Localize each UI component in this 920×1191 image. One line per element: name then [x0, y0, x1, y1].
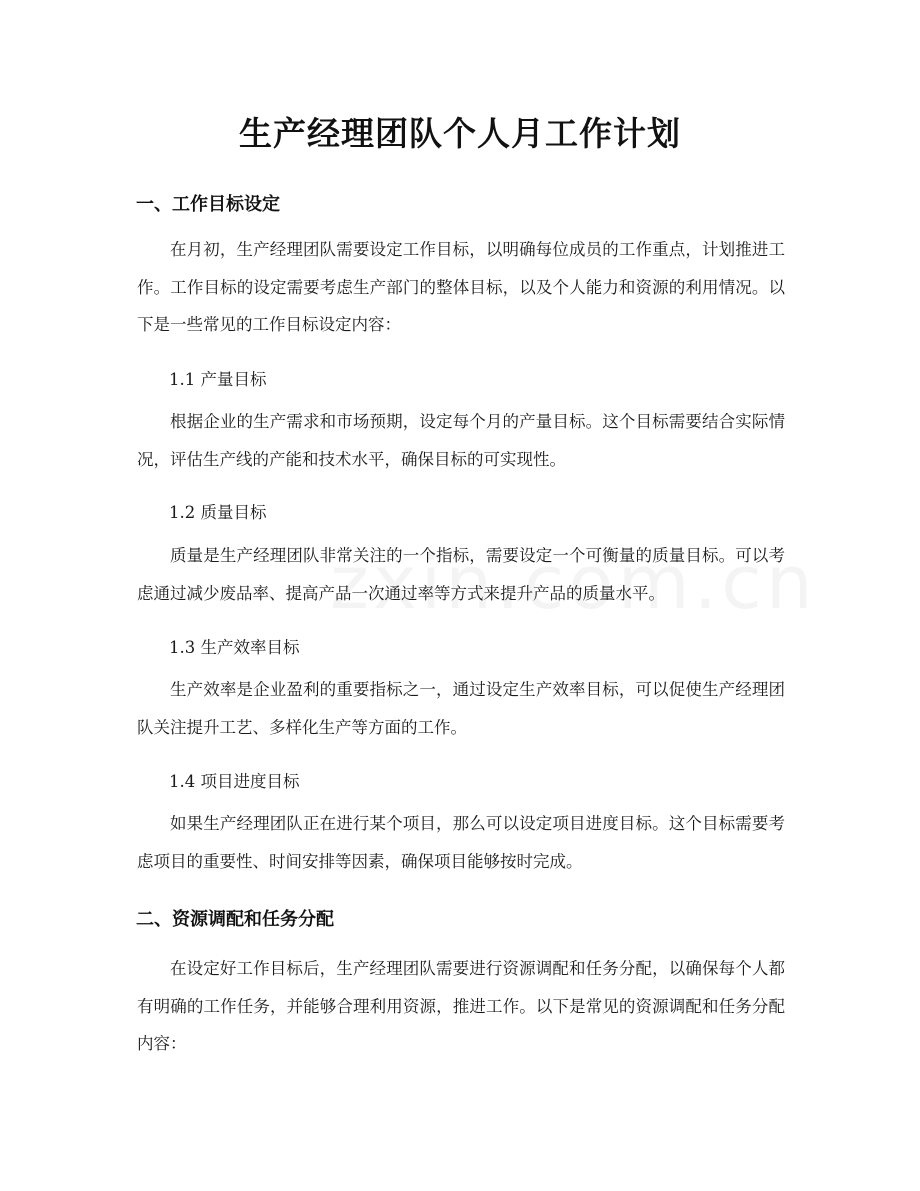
subsection-text-1-4: 如果生产经理团队正在进行某个项目，那么可以设定项目进度目标。这个目标需要考虑项目的重要性、时间安排等因素，确保项目能够按时完成。: [137, 814, 785, 871]
subsection-heading-1-2: 1.2 质量目标: [169, 503, 267, 522]
subsection-heading-1-3: 1.3 生产效率目标: [169, 638, 300, 657]
subsection-text-1-2: 质量是生产经理团队非常关注的一个指标，需要设定一个可衡量的质量目标。可以考虑通过减少废品率、提高产品一次通过率等方式来提升产品的质量水平。: [137, 546, 785, 603]
section-2-intro: 在设定好工作目标后，生产经理团队需要进行资源调配和任务分配，以确保每个人都有明确的工作任务，并能够合理利用资源，推进工作。以下是常见的资源调配和任务分配内容：: [137, 959, 785, 1053]
subsection-heading-1-1: 1.1 产量目标: [169, 370, 267, 389]
subsection-text-1-1: 根据企业的生产需求和市场预期，设定每个月的产量目标。这个目标需要结合实际情况，评估生产线的产能和技术水平，确保目标的可实现性。: [137, 412, 785, 469]
section-heading-2: 二、资源调配和任务分配: [136, 909, 334, 930]
section-heading-1: 一、工作目标设定: [136, 194, 280, 215]
subsection-heading-1-4: 1.4 项目进度目标: [169, 772, 300, 791]
section-1-intro: 在月初，生产经理团队需要设定工作目标，以明确每位成员的工作重点，计划推进工作。工作目标的设定需要考虑生产部门的整体目标，以及个人能力和资源的利用情况。以下是一些常见的工作目标设定内容：: [137, 240, 785, 334]
subsection-text-1-3: 生产效率是企业盈利的重要指标之一，通过设定生产效率目标，可以促使生产经理团队关注提升工艺、多样化生产等方面的工作。: [137, 680, 785, 737]
document-title: 生产经理团队个人月工作计划: [239, 114, 681, 153]
